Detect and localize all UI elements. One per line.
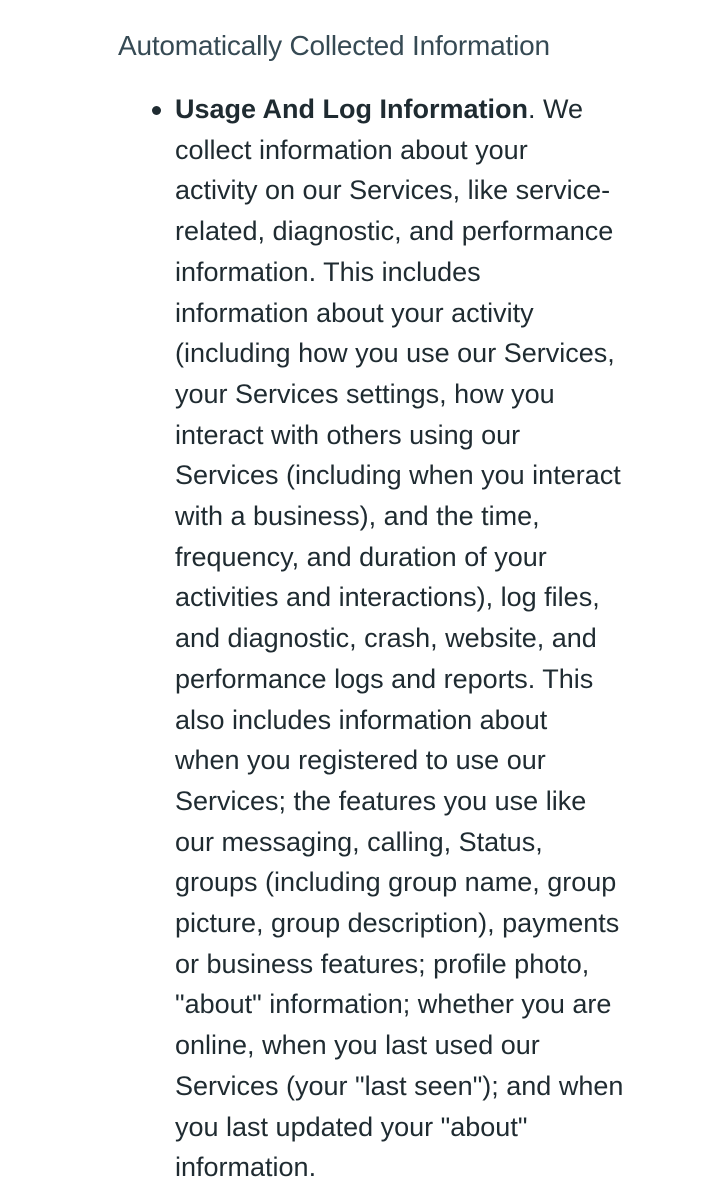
body-line: or business features; profile photo, bbox=[175, 948, 590, 979]
body-line: (including how you use our Services, bbox=[175, 338, 615, 369]
body-line: frequency, and duration of your bbox=[175, 541, 547, 572]
body-line: activity on our Services, like service- bbox=[175, 175, 611, 206]
body-line: performance logs and reports. This bbox=[175, 663, 594, 694]
body-line: related, diagnostic, and performance bbox=[175, 216, 614, 247]
body-line: with a business), and the time, bbox=[175, 501, 540, 532]
body-line: our messaging, calling, Status, bbox=[175, 826, 543, 857]
body-line: you last updated your "about" bbox=[175, 1111, 528, 1142]
body-line: your Services settings, how you bbox=[175, 378, 555, 409]
body-line: groups (including group name, group bbox=[175, 867, 617, 898]
body-line: picture, group description), payments bbox=[175, 908, 620, 939]
list-item-body bbox=[175, 89, 705, 1188]
body-line: also includes information about bbox=[175, 704, 548, 735]
body-line: activities and interactions), log files, bbox=[175, 582, 600, 613]
body-line: and diagnostic, crash, website, and bbox=[175, 623, 597, 654]
section-heading: Automatically Collected Information bbox=[118, 30, 550, 61]
body-line: information. bbox=[175, 1152, 317, 1183]
body-line: Services (including when you interact bbox=[175, 460, 621, 491]
body-line: information about your activity bbox=[175, 297, 534, 328]
body-line: Services; the features you use like bbox=[175, 785, 587, 816]
item-term: Usage And Log Information bbox=[175, 94, 528, 124]
body-line: online, when you last used our bbox=[175, 1030, 540, 1061]
bullet-dot-icon bbox=[152, 106, 161, 115]
body-line-1 bbox=[175, 89, 705, 130]
body-line: interact with others using our bbox=[175, 419, 521, 450]
body-line: collect information about your bbox=[175, 134, 528, 165]
body-line: "about" information; whether you are bbox=[175, 989, 612, 1020]
body-line: when you registered to use our bbox=[175, 745, 546, 776]
body-line-text: . We bbox=[528, 94, 584, 124]
body-line: information. This includes bbox=[175, 256, 481, 287]
body-line: Services (your "last seen"); and when bbox=[175, 1070, 624, 1101]
